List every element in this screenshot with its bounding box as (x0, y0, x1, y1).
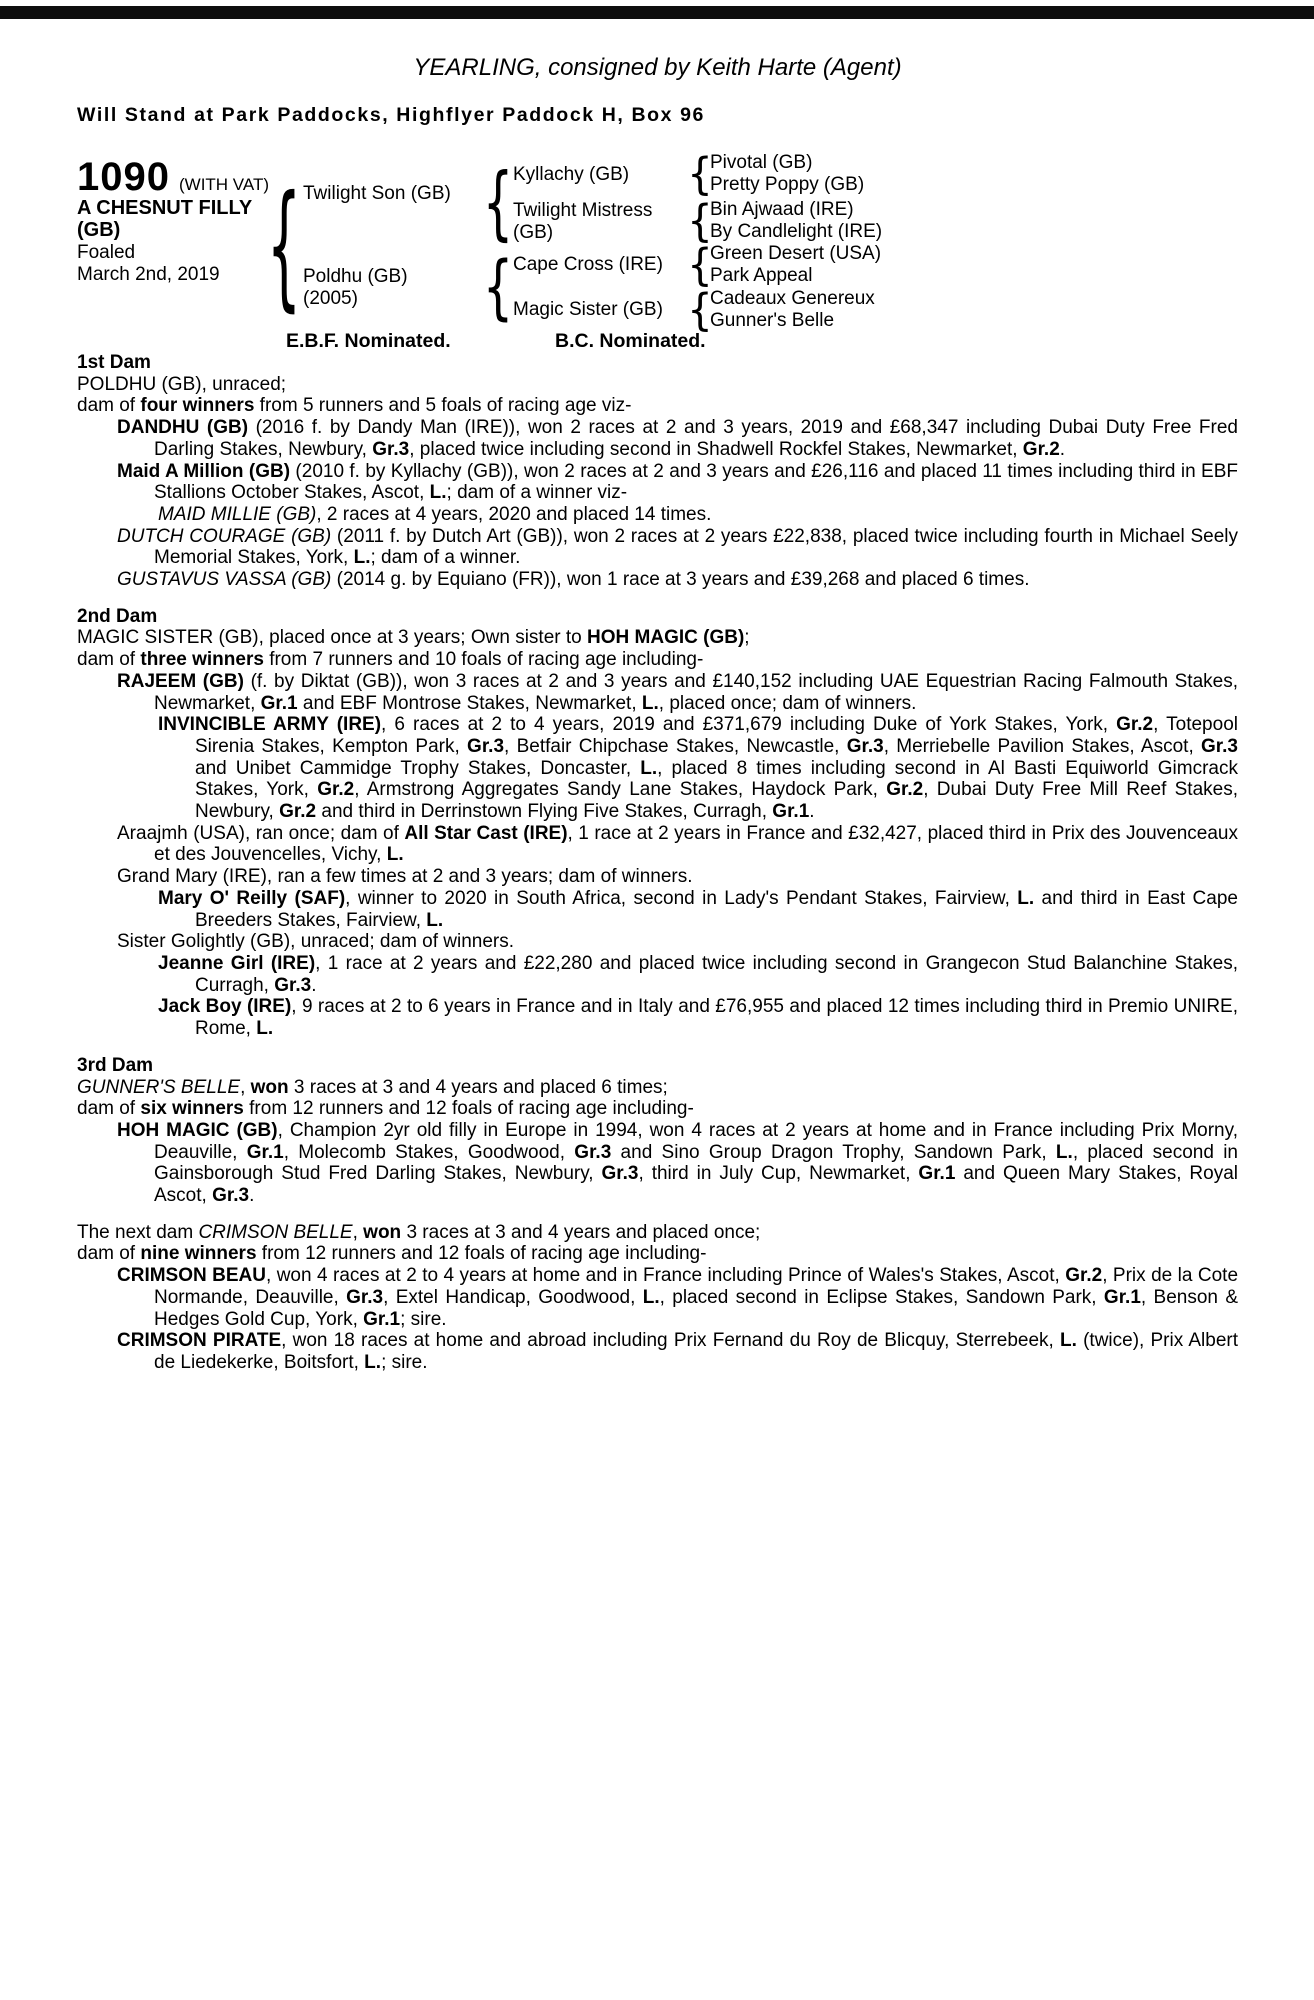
text-run: GUSTAVUS VASSA (GB) (117, 569, 332, 591)
text-run: , Prix de la Cote Normande, Deauville, (154, 1265, 1239, 1308)
pedigree-brace-sire-sire-parents (687, 152, 712, 196)
text-run: four winners (140, 395, 255, 417)
lot-row (77, 155, 269, 200)
text-run: , Dubai Duty Free Mill Reef Stakes, Newbury, (195, 779, 1238, 823)
text-run: L. (386, 844, 404, 866)
foaled-label: Foaled (77, 242, 136, 263)
text-run: L. (1055, 1141, 1073, 1163)
text-run: , 6 races at 2 to 4 years, 2019 and £371,679 including Duke of York Stakes, York, (381, 714, 1117, 736)
text-run: POLDHU (GB), unraced; (77, 373, 287, 395)
text-run: INVINCIBLE ARMY (IRE) (158, 714, 382, 736)
text-run: L. (256, 1018, 274, 1040)
text-run: L. (364, 1351, 382, 1373)
entry-maid-millie (77, 504, 1238, 526)
text-run: (twice), Prix Albert de Liedekerke, Boitsfort, (154, 1330, 1238, 1373)
dam1-name (77, 374, 1238, 396)
text-run: from 5 runners and 5 foals of racing age viz- (254, 395, 632, 417)
text-run: Gr.2 (1022, 438, 1060, 460)
text-run: Gr.2 (1065, 1265, 1103, 1287)
entry-crimson-pirate (77, 1330, 1238, 1373)
dam4-produce-intro (77, 1243, 1238, 1265)
text-run: , placed second in Eclipse Stakes, Sandown Park, (659, 1286, 1104, 1308)
lot-description: A CHESNUT FILLY (GB) (77, 197, 252, 241)
entry-invincible-army (77, 714, 1238, 823)
text-run: Gr.1 (1103, 1286, 1141, 1308)
text-run: . (809, 801, 815, 823)
entry-jeanne-girl (77, 953, 1238, 996)
text-run: Gr.2 (279, 801, 317, 823)
pedigree-sires-sire: Kyllachy (GB) (513, 164, 630, 185)
dam2-name (77, 627, 1238, 649)
dam-section-heading: 2nd Dam (77, 605, 158, 627)
text-run: Gr.3 (372, 438, 410, 460)
text-run: won (363, 1221, 402, 1243)
dam-section-heading: 1st Dam (77, 352, 151, 373)
text-run: Gr.1 (772, 801, 810, 823)
entry-hoh-magic (77, 1120, 1238, 1207)
text-run: Grand Mary (IRE), ran a few times at 2 and 3 years; dam of winners. (117, 866, 693, 888)
text-run: , Totepool Sirenia Stakes, Kempton Park, (195, 714, 1238, 757)
entry-maid-a-million (77, 461, 1238, 504)
text-run: ; sire. (381, 1351, 428, 1373)
lot-number: 1090 (77, 155, 170, 199)
text-run: Gr.3 (346, 1286, 384, 1308)
text-run: Mary O' Reilly (SAF) (158, 887, 346, 909)
text-run: HOH MAGIC (GB) (587, 627, 745, 649)
text-run: and EBF Montrose Stakes, Newmarket, (297, 692, 642, 714)
text-run: . (249, 1185, 255, 1207)
text-run: (2016 f. by Dandy Man (IRE)), won 2 races at 2 and 3 years, 2019 and £68,347 including Dubai Duty Free Fred Darling Stakes, Newbury, (154, 417, 1239, 460)
text-run: L. (1017, 887, 1035, 909)
pedigree-ancestor: By Candlelight (IRE) (710, 221, 883, 242)
text-run: Gr.3 (574, 1141, 612, 1163)
ebf-nominated-note: E.B.F. Nominated. (286, 330, 451, 352)
text-run: , Benson & Hedges Gold Cup, York, (154, 1286, 1238, 1330)
entry-grand-mary (77, 866, 1238, 888)
text-run: ; dam of a winner viz- (446, 482, 628, 504)
text-run: and Queen Mary Stakes, Royal Ascot, (154, 1163, 1238, 1207)
text-run: from 7 runners and 10 foals of racing age including- (263, 649, 704, 671)
entry-gustavus-vassa (77, 569, 1238, 591)
dam3-name (77, 1077, 1238, 1099)
pedigree-dams-sire: Cape Cross (IRE) (513, 254, 663, 275)
pedigree-diagram (77, 153, 1238, 351)
scan-edge-artifact (0, 6, 1314, 19)
text-run: Maid A Million (GB) (117, 460, 291, 482)
pedigree-brace-sire-dam-parents (687, 199, 712, 243)
text-run: MAID MILLIE (GB) (158, 503, 317, 525)
text-run: , 9 races at 2 to 6 years in France and in Italy and £76,955 and placed 12 times including third in Premio UNIRE, Rome, (195, 996, 1239, 1040)
text-run: Gr.1 (918, 1163, 956, 1185)
text-run: DUTCH COURAGE (GB) (117, 525, 332, 547)
text-run: 3 races at 3 and 4 years and placed once; (401, 1221, 761, 1243)
text-run: RAJEEM (GB) (117, 670, 244, 692)
pedigree-brace-dam-parents (483, 253, 514, 323)
text-run: (2014 g. by Equiano (FR)), won 1 race at 3 years and £39,268 and placed 6 times. (331, 569, 1030, 591)
text-run: Sister Golightly (GB), unraced; dam of winners. (117, 931, 515, 953)
text-run: Araajmh (USA), ran once; dam of (117, 822, 405, 844)
text-run: , placed second in Gainsborough Stud Fred Darling Stakes, Newbury, (154, 1141, 1238, 1185)
pedigree-ancestor: Green Desert (USA) (710, 243, 882, 264)
text-run: , (352, 1221, 364, 1243)
text-run: All Star Cast (IRE) (404, 822, 568, 844)
catalog-text (77, 352, 1238, 1374)
text-run: HOH MAGIC (GB) (117, 1119, 278, 1141)
text-run: Gr.2 (1116, 714, 1154, 736)
text-run: ; dam of a winner. (370, 547, 521, 569)
text-run: , won 4 races at 2 to 4 years at home and in France including Prince of Wales's Stakes, Ascot, (266, 1265, 1066, 1287)
dam2-produce-intro (77, 649, 1238, 671)
text-run: and Unibet Cammidge Trophy Stakes, Doncaster, (195, 757, 641, 779)
text-run: ; (744, 627, 750, 649)
pedigree-ancestor: Gunner's Belle (710, 310, 835, 331)
text-run: Gr.3 (467, 735, 505, 757)
text-run: nine winners (140, 1243, 257, 1265)
entry-jack-boy (77, 996, 1238, 1039)
pedigree-ancestor: Park Appeal (710, 265, 813, 286)
entry-mary-o-reilly (77, 888, 1238, 931)
pedigree-brace-dam-dam-parents (687, 288, 712, 332)
text-run: The next dam (77, 1221, 199, 1243)
text-run: , winner to 2020 in South Africa, second in Lady's Pendant Stakes, Fairview, (345, 887, 1018, 909)
entry-araajmh (77, 823, 1238, 866)
pedigree-ancestor: Pretty Poppy (GB) (710, 174, 865, 195)
text-run: six winners (140, 1098, 244, 1120)
text-run: , Champion 2yr old filly in Europe in 1994, won 4 races at 2 years at home and in France including Prix Morny, Deauville, (154, 1119, 1238, 1163)
pedigree-ancestor: Bin Ajwaad (IRE) (710, 199, 854, 220)
stand-location-line: Will Stand at Park Paddocks, Highflyer Paddock H, Box 96 (77, 104, 705, 126)
text-run: Gr.3 (274, 974, 312, 996)
text-run: L. (1060, 1330, 1077, 1352)
text-run: and third in Derrinstown Flying Five Stakes, Curragh, (316, 801, 773, 823)
dam3-produce-intro (77, 1098, 1238, 1120)
pedigree-dam-year: (2005) (303, 288, 358, 309)
text-run: , placed 8 times including second in Al Basti Equiworld Gimcrack Stakes, York, (195, 757, 1239, 801)
text-run: and third in East Cape Breeders Stakes, Fairview, (195, 887, 1238, 931)
text-run: Gr.1 (363, 1308, 401, 1330)
text-run: MAGIC SISTER (GB), placed once at 3 years; Own sister to (77, 627, 588, 649)
text-run: , won 18 races at home and abroad including Prix Fernand du Roy de Blicquy, Sterrebeek, (281, 1330, 1061, 1352)
text-run: , 2 races at 4 years, 2020 and placed 14 times. (316, 503, 712, 525)
pedigree-sires-dam: Twilight Mistress (GB) (513, 200, 653, 243)
pedigree-brace-generation1 (267, 180, 301, 316)
text-run: dam of (77, 649, 141, 671)
text-run: Gr.3 (1201, 735, 1238, 757)
lot-vat-note: (WITH VAT) (178, 175, 269, 194)
text-run: , Molecomb Stakes, Goodwood, (283, 1141, 575, 1163)
pedigree-dams-dam: Magic Sister (GB) (513, 299, 663, 320)
text-run: dam of (77, 1098, 141, 1120)
bc-nominated-note: B.C. Nominated. (555, 330, 706, 352)
third-dam-section (77, 1055, 1238, 1207)
pedigree-brace-sire-parents (483, 164, 514, 244)
text-run: Gr.3 (212, 1185, 250, 1207)
text-run: . (311, 974, 317, 996)
dam-section-heading: 3rd Dam (77, 1054, 154, 1076)
second-dam-section (77, 606, 1238, 1040)
text-run: Gr.2 (317, 779, 355, 801)
pedigree-ancestor: Pivotal (GB) (710, 152, 813, 173)
text-run: (2011 f. by Dutch Art (GB)), won 2 races at 2 years £22,838, placed twice including fourth in Michael Seely Memorial Stakes, York, (154, 525, 1238, 569)
text-run: Jack Boy (IRE) (158, 996, 292, 1018)
pedigree-sire: Twilight Son (GB) (303, 183, 451, 204)
pedigree-brace-dam-sire-parents (687, 243, 712, 287)
text-run: CRIMSON BELLE (198, 1221, 353, 1243)
text-run: ; sire. (400, 1308, 447, 1330)
text-run: L. (642, 1286, 660, 1308)
text-run: , placed once; dam of winners. (658, 692, 917, 714)
text-run: and Sino Group Dragon Trophy, Sandown Park, (611, 1141, 1056, 1163)
text-run: , placed twice including second in Shadwell Rockfel Stakes, Newmarket, (409, 438, 1023, 460)
dam1-produce-intro (77, 395, 1238, 417)
text-run: DANDHU (GB) (117, 417, 249, 439)
text-run: GUNNER'S BELLE (77, 1076, 241, 1098)
text-run: 3 races at 3 and 4 years and placed 6 times; (288, 1076, 668, 1098)
text-run: won (250, 1076, 289, 1098)
text-run: (f. by Diktat (GB)), won 3 races at 2 and 3 years and £140,152 including UAE Equestrian Racing Falmouth Stakes, Newmarket, (154, 670, 1238, 714)
entry-rajeem (77, 671, 1238, 714)
text-run: Gr.1 (260, 692, 298, 714)
text-run: dam of (77, 1243, 141, 1265)
text-run: , Merriebelle Pavilion Stakes, Ascot, (883, 735, 1202, 757)
text-run: , Extel Handicap, Goodwood, (383, 1286, 643, 1308)
text-run: , 1 race at 2 years in France and £32,427, placed third in Prix des Jouvenceaux et des Jouvencelles, Vichy, (154, 822, 1239, 866)
dam4-name (77, 1222, 1238, 1244)
text-run: . (1059, 438, 1066, 460)
entry-crimson-beau (77, 1265, 1238, 1330)
text-run: L. (426, 909, 444, 931)
foaled-date: March 2nd, 2019 (77, 264, 220, 285)
text-run: Gr.3 (601, 1163, 639, 1185)
entry-dandhu (77, 417, 1238, 460)
pedigree-ancestor: Cadeaux Genereux (710, 288, 875, 309)
text-run: from 12 runners and 12 foals of racing age including- (256, 1243, 707, 1265)
text-run: Gr.1 (246, 1141, 284, 1163)
text-run: three winners (140, 649, 264, 671)
text-run: from 12 runners and 12 foals of racing age including- (243, 1098, 694, 1120)
text-run: CRIMSON PIRATE (117, 1330, 282, 1352)
pedigree-dam: Poldhu (GB) (303, 266, 408, 287)
text-run: , 1 race at 2 years and £22,280 and placed twice including second in Grangecon Stud Balanchine Stakes, Curragh, (195, 952, 1238, 996)
entry-sister-golightly (77, 931, 1238, 953)
text-run: , (240, 1076, 251, 1098)
page-title: YEARLING, consigned by Keith Harte (Agent) (413, 54, 902, 81)
text-run: L. (640, 757, 658, 779)
text-run: , Betfair Chipchase Stakes, Newcastle, (504, 735, 847, 757)
text-run: Gr.3 (846, 735, 884, 757)
text-run: (2010 f. by Kyllachy (GB)), won 2 races at 2 and 3 years and £26,116 and placed 11 times including third in EBF Stallions October Stakes, Ascot, (154, 460, 1238, 504)
text-run: dam of (77, 395, 141, 417)
text-run: CRIMSON BEAU (117, 1265, 266, 1287)
text-run: Jeanne Girl (IRE) (158, 952, 316, 974)
text-run: , third in July Cup, Newmarket, (638, 1163, 919, 1185)
first-dam-section (77, 352, 1238, 591)
text-run: Gr.2 (886, 779, 924, 801)
text-run: L. (353, 547, 371, 569)
text-run: L. (429, 482, 447, 504)
next-dam-section (77, 1222, 1238, 1374)
entry-dutch-courage (77, 526, 1238, 569)
text-run: L. (641, 692, 659, 714)
text-run: , Armstrong Aggregates Sandy Lane Stakes, Haydock Park, (354, 779, 887, 801)
